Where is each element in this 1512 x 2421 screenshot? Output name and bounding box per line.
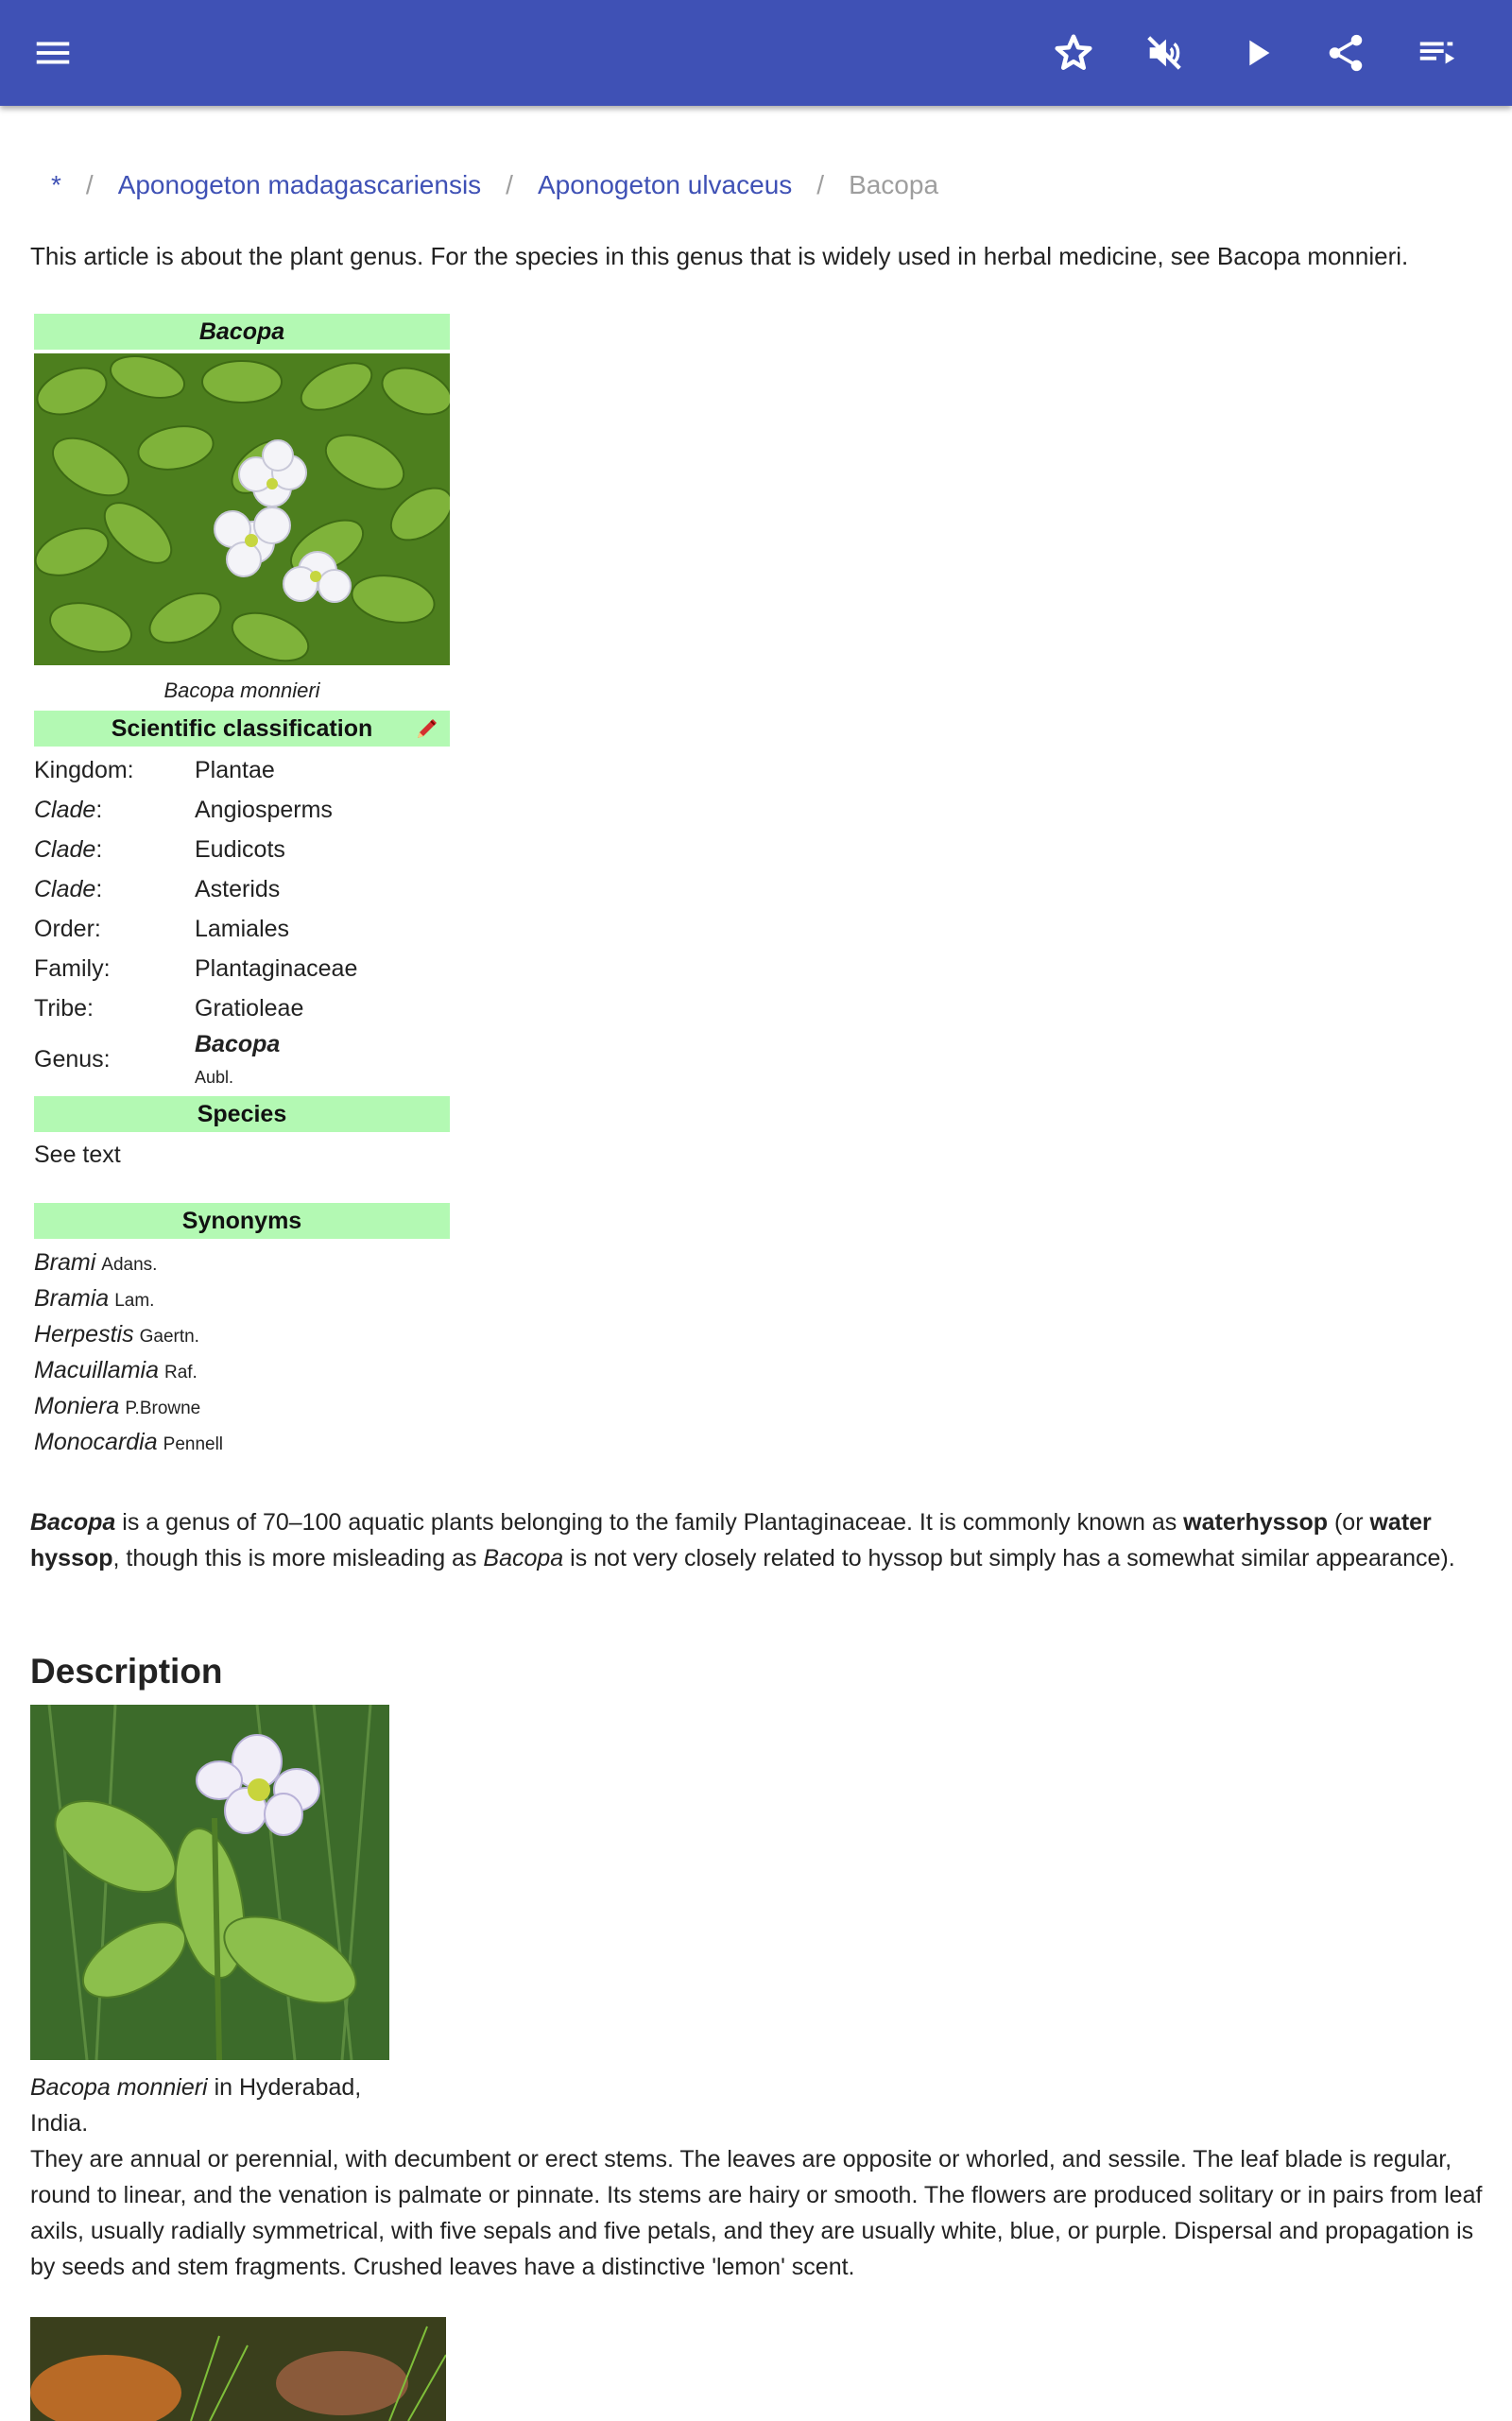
description-image[interactable] [30,1705,389,2060]
star-icon[interactable] [1047,26,1100,79]
breadcrumb-current: Bacopa [849,170,939,199]
playlist-icon[interactable] [1410,26,1463,79]
breadcrumb-separator: / [506,170,513,199]
taxonomy-row-genus [34,1028,450,1090]
breadcrumb-item-root[interactable]: * [51,170,61,199]
synonym-author[interactable]: Pennell [163,1434,224,1454]
taxobox-title: Bacopa [34,314,450,350]
synonyms-list [34,1245,450,1460]
genus-authority[interactable]: Aubl. [195,1068,234,1087]
menu-icon[interactable] [26,26,79,79]
app-bar [0,0,1512,106]
taxonomy-rank: Genus: [34,1045,111,1073]
scientific-classification-heading [34,711,450,747]
synonym-item [34,1388,450,1424]
taxonomy-row-tribe [34,988,450,1028]
taxonomy-value[interactable]: Plantaginaceae [195,954,358,982]
taxonomy-table [34,750,450,1090]
next-section-image[interactable] [30,2317,446,2421]
breadcrumb-separator: / [816,170,825,199]
intro-paragraph: Bacopa is a genus of 70–100 aquatic plants belonging to the family Plantaginaceae. It is commonly known as waterhyssop (or water hyssop, though this is more misleading as Bacopa is not very closely related to hyssop but simply has a somewhat similar appearance). [30,1509,1455,1571]
breadcrumb-separator: / [85,170,94,199]
taxonomy-value[interactable]: Plantae [195,756,275,783]
synonym-author[interactable]: Adans. [101,1255,158,1275]
taxonomy-rank: Order: [34,915,101,942]
breadcrumb [51,170,938,200]
synonym-author[interactable]: P.Browne [125,1399,201,1418]
taxobox-image-caption: Bacopa monnieri [163,678,320,702]
hatnote: This article is about the plant genus. For the species in this genus that is widely used in herbal medicine, see Bacopa monnieri. [30,242,1409,270]
taxonomy-row-kingdom [34,750,450,790]
breadcrumb-item-aponogeton-ulvaceus[interactable]: Aponogeton ulvaceus [537,170,793,199]
taxonomy-rank: Kingdom: [34,756,134,783]
genus-value [195,1031,280,1088]
synonym-name: Herpestis [34,1321,134,1348]
taxonomy-value[interactable]: Angiosperms [195,796,333,823]
taxonomy-value[interactable]: Lamiales [195,915,290,942]
synonym-name: Brami [34,1249,96,1276]
synonyms-heading: Synonyms [34,1203,450,1239]
pencil-icon[interactable] [412,713,442,744]
section-heading-description: Description [30,1652,223,1691]
synonym-item [34,1424,450,1460]
share-icon[interactable] [1319,26,1372,79]
synonym-author[interactable]: Raf. [163,1363,198,1382]
synonym-item [34,1352,450,1388]
taxonomy-value[interactable]: Gratioleae [195,994,304,1022]
synonym-author[interactable]: Gaertn. [139,1327,199,1347]
taxonomy-row-clade [34,869,450,909]
taxonomy-rank: Family: [34,954,111,982]
synonym-name: Moniera [34,1393,120,1419]
synonym-name: Bramia [34,1285,110,1312]
description-paragraph: They are annual or perennial, with decumbent or erect stems. The leaves are opposite or whorled, and sessile. The leaf blade is regular, round to linear, and the venation is palmate or pinnate. Its stems are hairy or smooth. The flowers are produced solitary or in pairs from leaf axils, usually radially symmetrical, with five sepals and five petals, and they are usually white, blue, or purple. Dispersal and propagation is by seeds and stem fragments. Crushed leaves have a distinctive 'lemon' scent. [30,2146,1483,2280]
taxonomy-rank: Tribe: [34,994,94,1022]
taxonomy-rank: Clade: [34,796,103,823]
taxonomy-rank: Clade: [34,875,103,902]
synonym-name: Monocardia [34,1429,158,1455]
synonym-item [34,1245,450,1280]
taxobox-image[interactable] [34,353,450,665]
taxonomy-row-order [34,909,450,949]
taxonomy-row-clade [34,790,450,830]
scientific-classification-label: Scientific classification [111,715,373,742]
taxonomy-rank: Clade: [34,835,103,863]
taxonomy-row-family [34,949,450,988]
species-text: See text [34,1142,121,1168]
play-icon[interactable] [1230,26,1283,79]
taxobox [34,314,450,1460]
synonym-item [34,1316,450,1352]
breadcrumb-item-aponogeton-madagascariensis[interactable]: Aponogeton madagascariensis [117,170,482,199]
volume-off-icon[interactable] [1138,26,1191,79]
taxonomy-row-clade [34,830,450,869]
synonym-name: Macuillamia [34,1357,159,1383]
species-heading: Species [34,1096,450,1132]
taxonomy-value[interactable]: Asterids [195,875,281,902]
genus-name: Bacopa [195,1031,281,1057]
synonym-item [34,1280,450,1316]
taxonomy-value[interactable]: Eudicots [195,835,285,863]
synonym-author[interactable]: Lam. [114,1291,155,1311]
description-image-caption: Bacopa monnieri in Hyderabad, India. [30,2074,362,2137]
